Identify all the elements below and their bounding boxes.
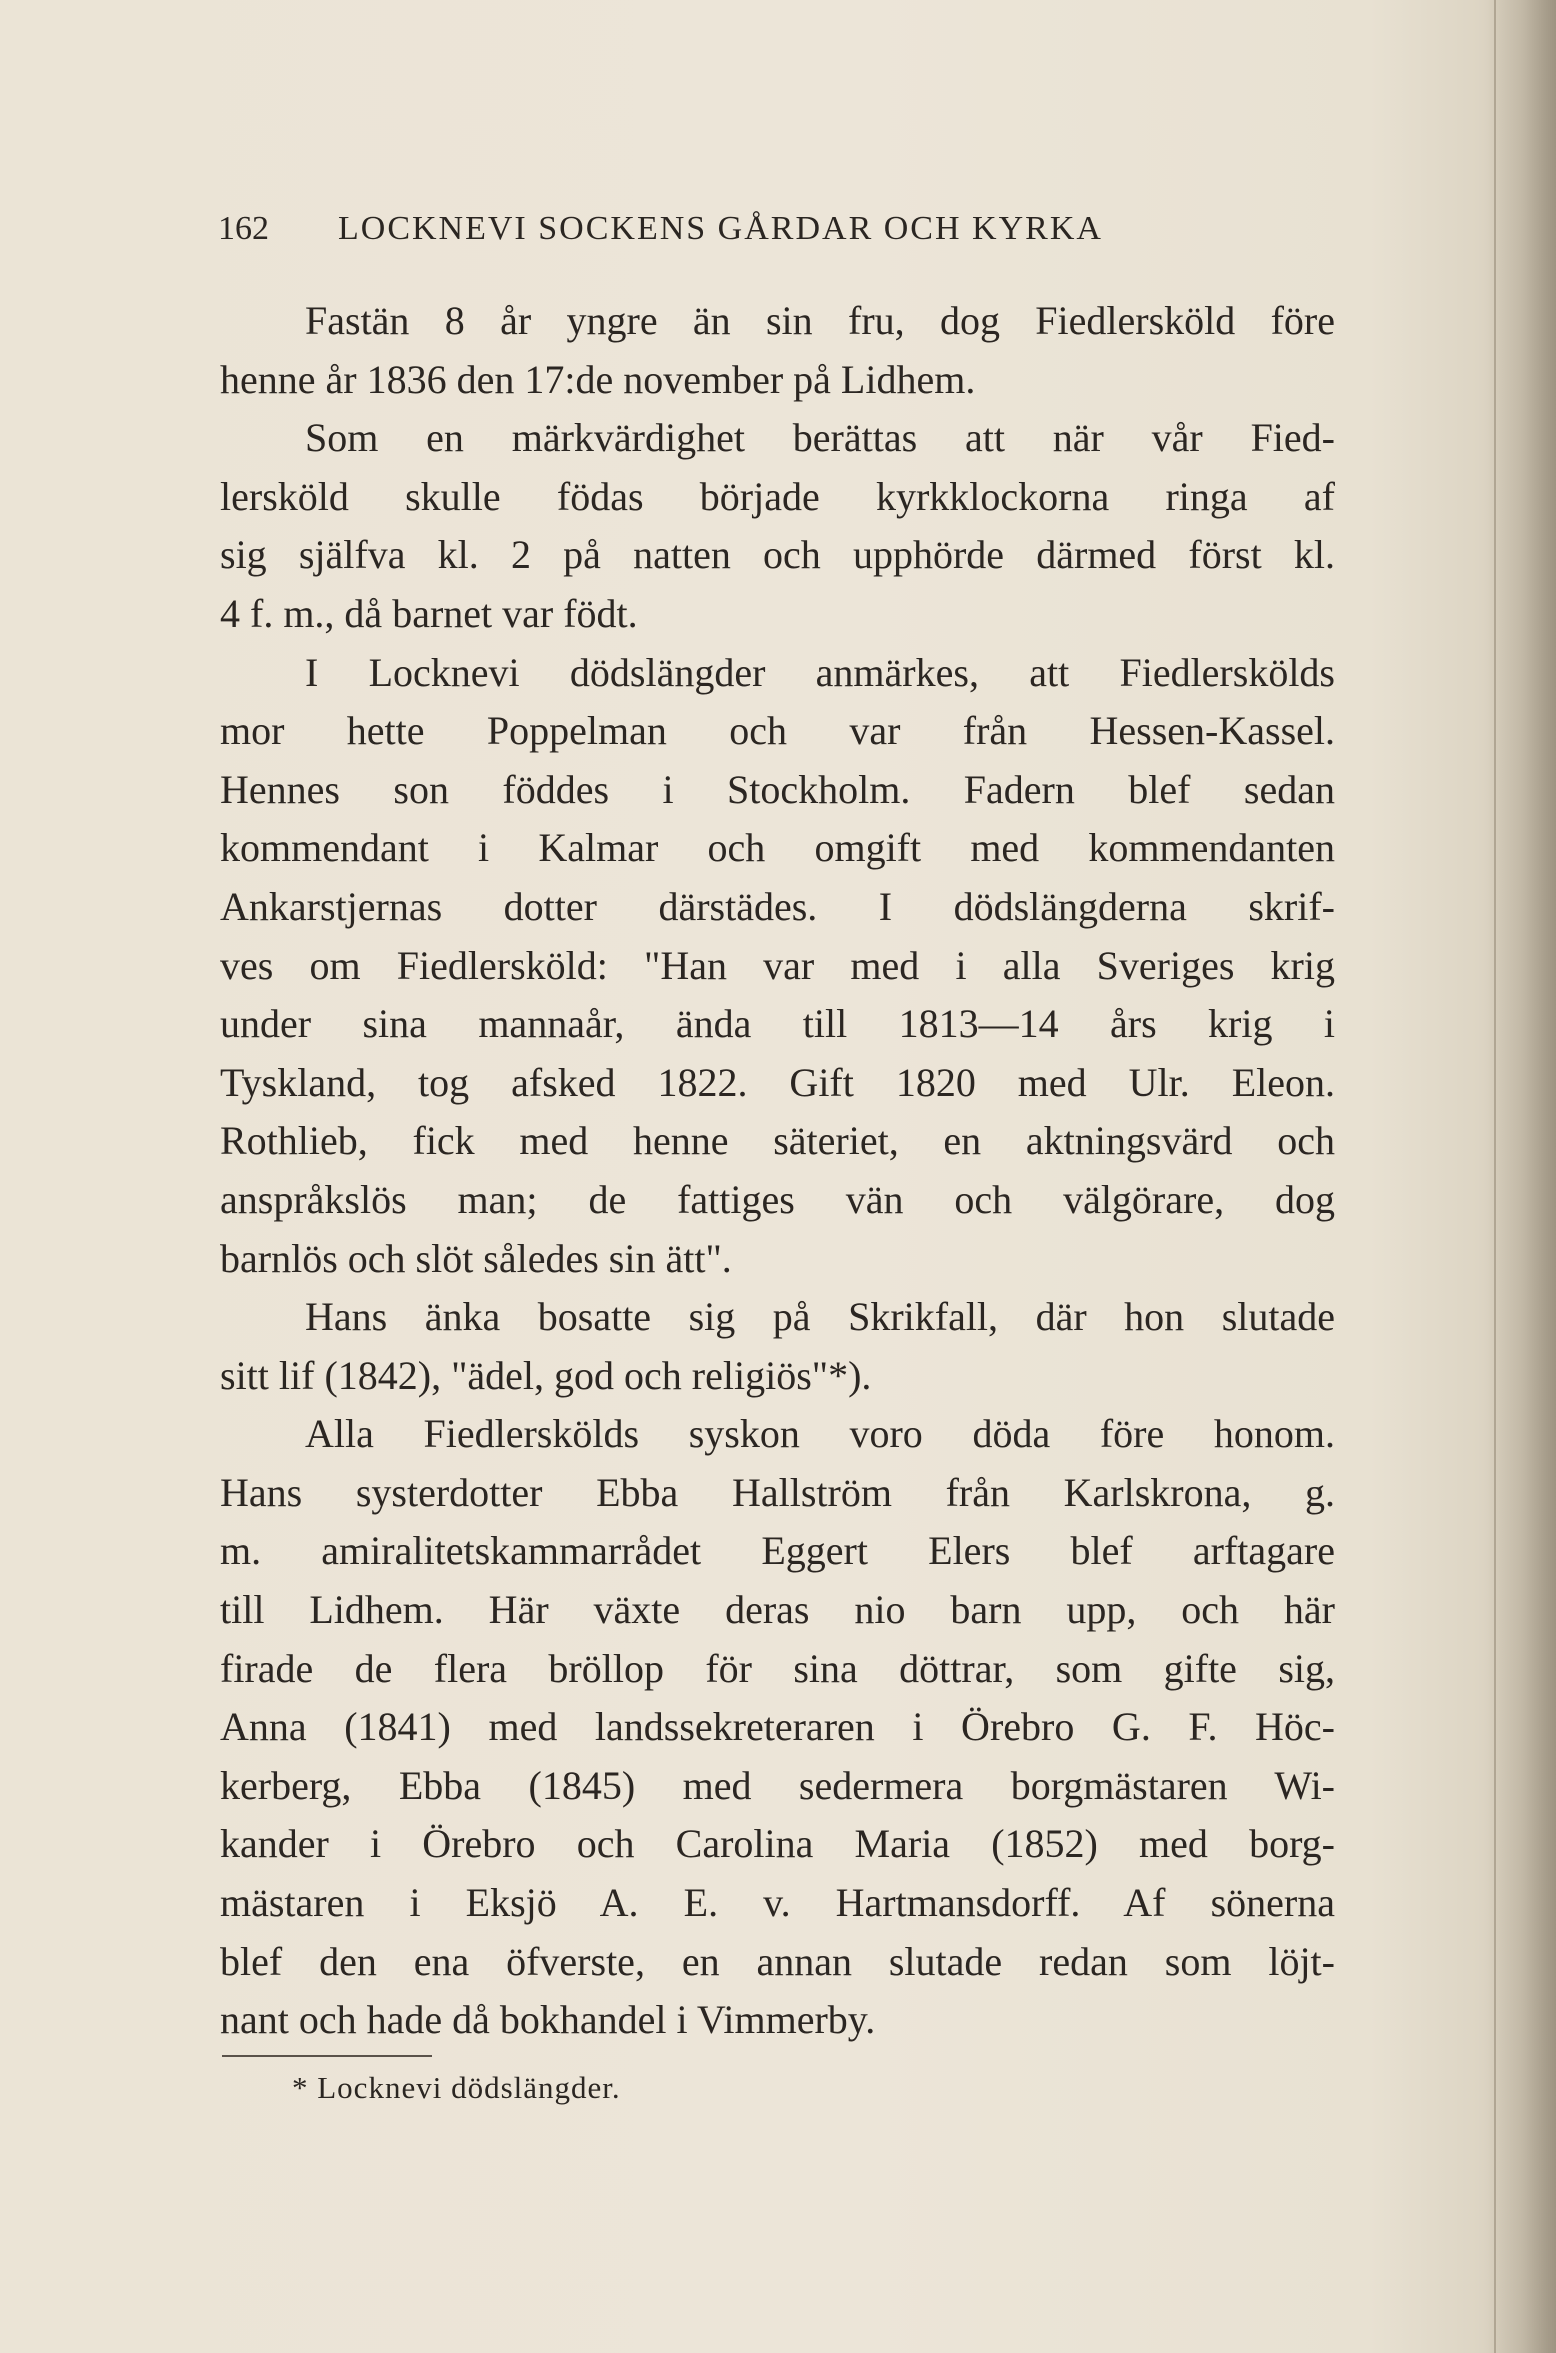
text-line: nant och hade då bokhandel i Vimmerby. (220, 1997, 876, 2043)
text-line: under sina mannaår, ända till 1813—14 års krig i (220, 1001, 1335, 1047)
footnote: * Locknevi dödslängder. (292, 2070, 621, 2105)
text-line: lersköld skulle födas började kyrkklockorna ringa af (220, 473, 1335, 519)
text-line: Fastän 8 år yngre än sin fru, dog Fiedlersköld före (305, 298, 1335, 343)
page-edge-line (1494, 0, 1496, 2353)
page-number: 162 (218, 210, 269, 247)
text-line: kander i Örebro och Carolina Maria (1852) med borg- (220, 1821, 1335, 1867)
page-gutter-shadow (1486, 0, 1556, 2353)
text-line: till Lidhem. Här växte deras nio barn upp, och här (220, 1587, 1335, 1633)
text-line: kerberg, Ebba (1845) med sedermera borgmästaren Wi- (220, 1762, 1335, 1808)
text-line: henne år 1836 den 17:de november på Lidhem. (220, 356, 976, 402)
text-line: Tyskland, tog afsked 1822. Gift 1820 med Ulr. Eleon. (220, 1059, 1335, 1105)
running-title: LOCKNEVI SOCKENS GÅRDAR OCH KYRKA (338, 210, 1103, 247)
text-line: I Locknevi dödslängder anmärkes, att Fiedlerskölds (305, 649, 1335, 695)
text-line: m. amiralitetskammarrådet Eggert Elers blef arftagare (220, 1528, 1335, 1574)
text-line: Som en märkvärdighet berättas att när vår Fied- (305, 415, 1335, 461)
text-line: 4 f. m., då barnet var födt. (220, 590, 638, 636)
text-line: Hans systerdotter Ebba Hallström från Karlskrona, g. (220, 1469, 1335, 1515)
footnote-rule (222, 2055, 432, 2057)
text-line: Hans änka bosatte sig på Skrikfall, där hon slutade (305, 1294, 1335, 1340)
text-line: kommendant i Kalmar och omgift med kommendanten (220, 825, 1335, 871)
text-line: sig själfva kl. 2 på natten och upphörde därmed först kl. (220, 532, 1335, 578)
text-line: Alla Fiedlerskölds syskon voro döda före honom. (305, 1411, 1335, 1457)
text-line: Hennes son föddes i Stockholm. Fadern blef sedan (220, 766, 1335, 812)
text-line: mästaren i Eksjö A. E. v. Hartmansdorff. Af sönerna (220, 1880, 1335, 1926)
text-line: blef den ena öfverste, en annan slutade redan som löjt- (220, 1938, 1335, 1984)
running-header (218, 210, 1338, 248)
text-line: anspråkslös man; de fattiges vän och välgörare, dog (220, 1176, 1335, 1222)
text-line: Rothlieb, fick med henne säteriet, en aktningsvärd och (220, 1118, 1335, 1164)
text-line: firade de flera bröllop för sina döttrar, som gifte sig, (220, 1645, 1335, 1691)
text-line: Ankarstjernas dotter därstädes. I dödslängderna skrif- (220, 883, 1335, 929)
body-text (220, 292, 1335, 2050)
text-line: barnlös och slöt således sin ätt". (220, 1235, 732, 1281)
text-line: Anna (1841) med landssekreteraren i Örebro G. F. Höc- (220, 1704, 1335, 1750)
text-line: mor hette Poppelman och var från Hessen-Kassel. (220, 708, 1335, 754)
text-line: ves om Fiedlersköld: "Han var med i alla Sveriges krig (220, 942, 1335, 988)
text-line: sitt lif (1842), "ädel, god och religiös"*). (220, 1352, 872, 1398)
